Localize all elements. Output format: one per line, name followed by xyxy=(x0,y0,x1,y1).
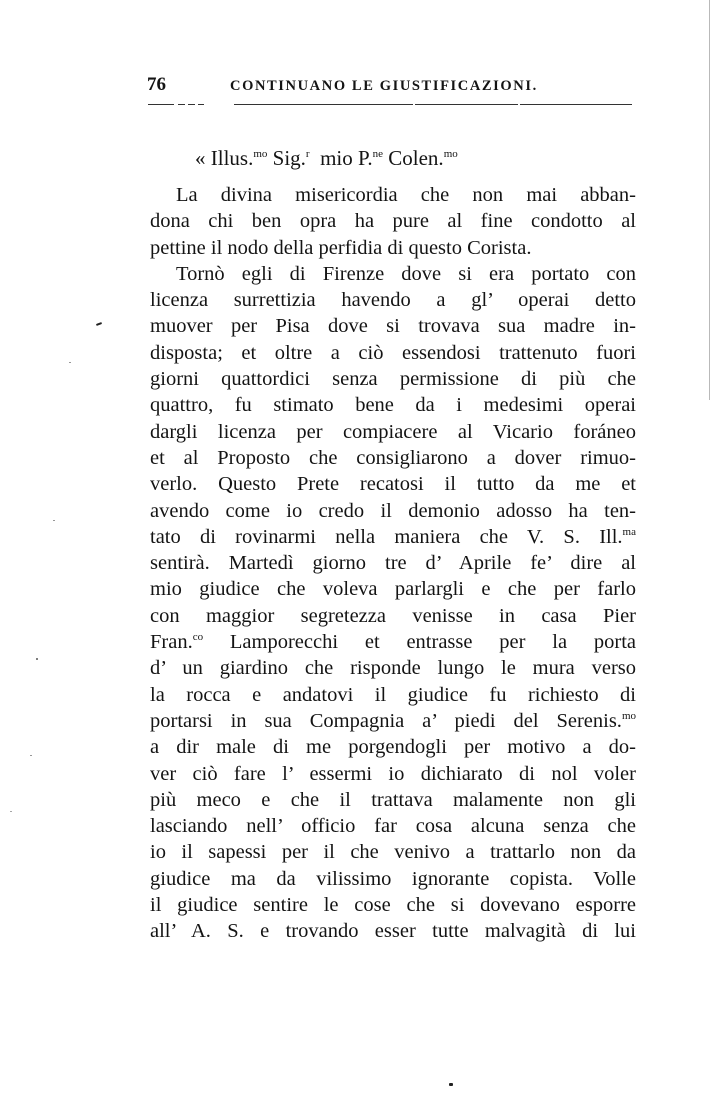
text-line: dona chi ben opra ha pure al fine condotto al xyxy=(150,210,636,233)
text-line xyxy=(150,708,636,734)
body-text xyxy=(150,182,636,945)
text-line xyxy=(150,629,636,655)
header-rule xyxy=(148,104,632,105)
superscript: mo xyxy=(253,148,268,160)
salutation-word: Sig. xyxy=(272,146,306,170)
salutation-word: P. xyxy=(358,146,373,170)
text-line: sentirà. Martedì giorno tre d’ Aprile fe’ dire al xyxy=(150,552,636,575)
text-line: disposta; et oltre a ciò essendosi trattenuto fuori xyxy=(150,341,636,364)
superscript: ne xyxy=(372,148,384,160)
text-line: io il sapessi per il che venivo a trattarlo non da xyxy=(150,841,636,864)
salutation xyxy=(195,145,458,171)
superscript: r xyxy=(305,148,310,160)
superscript: ma xyxy=(622,525,636,538)
text-line: La divina misericordia che non mai abban- xyxy=(176,184,636,206)
text-line: giudice ma da vilissimo ignorante copista. Volle xyxy=(150,867,636,890)
text-line: più meco e che il trattava malamente non gli xyxy=(150,788,636,811)
line-text: portarsi in sua Compagnia a’ piedi del Serenis. xyxy=(150,709,622,732)
text-line: giorni quattordici senza permissione di più che xyxy=(150,368,636,391)
header-title: CONTINUANO LE GIUSTIFICAZIONI. xyxy=(230,78,538,94)
text-line: avendo come io credo il demonio adosso ha ten- xyxy=(150,499,636,522)
text-line: la rocca e andatovi il giudice fu richiesto di xyxy=(150,683,636,706)
text-line: pettine il nodo della perfidia di questo Corista. xyxy=(150,236,532,259)
text-line xyxy=(150,524,636,550)
salutation-word: Illus. xyxy=(210,146,254,170)
salutation-word: Colen. xyxy=(388,146,444,170)
superscript: mo xyxy=(621,709,636,722)
text-line: Tornò egli di Firenze dove si era portato con xyxy=(176,262,636,285)
page-number: 76 xyxy=(147,74,166,95)
text-line: muover per Pisa dove si trovava sua madre in- xyxy=(150,315,636,338)
text-line: d’ un giardino che risponde lungo le mura verso xyxy=(150,657,636,680)
text-line: ver ciò fare l’ essermi io dichiarato di nol voler xyxy=(150,762,636,785)
line-text: Lamporecchi et entrasse per la porta xyxy=(203,631,636,654)
text-line: dargli licenza per compiacere al Vicario foráneo xyxy=(150,420,636,443)
text-line: all’ A. S. e trovando esser tutte malvagità di lui xyxy=(150,920,636,943)
scan-speck xyxy=(53,520,55,521)
scan-speck xyxy=(449,1083,453,1086)
open-quote: « xyxy=(195,146,206,170)
line-text: tato di rovinarmi nella maniera che V. S. Ill. xyxy=(150,525,623,548)
text-line: et al Proposto che consigliarono a dover rimuo- xyxy=(150,446,636,469)
superscript: mo xyxy=(443,148,458,160)
text-line: mio giudice che voleva parlargli e che per farlo xyxy=(150,578,636,601)
text-line: quattro, fu stimato bene da i medesimi operai xyxy=(150,394,636,417)
text-line: verlo. Questo Prete recatosi il tutto da me et xyxy=(150,473,636,496)
scan-speck xyxy=(30,755,32,756)
text-line: a dir male di me porgendogli per motivo a do- xyxy=(150,736,636,759)
scan-speck xyxy=(10,811,12,812)
text-line: con maggior segretezza venisse in casa Pier xyxy=(150,604,636,627)
running-head xyxy=(147,73,635,97)
text-line: licenza surrettizia havendo a gl’ operai detto xyxy=(150,289,636,312)
salutation-word: mio xyxy=(320,146,353,170)
scan-speck xyxy=(36,658,38,660)
text-line: il giudice sentire le cose che si dovevano esporre xyxy=(150,894,636,917)
scan-speck xyxy=(96,322,102,326)
line-text: Fran. xyxy=(150,631,193,654)
scan-speck xyxy=(69,362,71,363)
text-line: lasciando nell’ officio far cosa alcuna senza che xyxy=(150,815,636,838)
superscript: co xyxy=(192,631,204,644)
page-edge-line xyxy=(709,0,710,400)
